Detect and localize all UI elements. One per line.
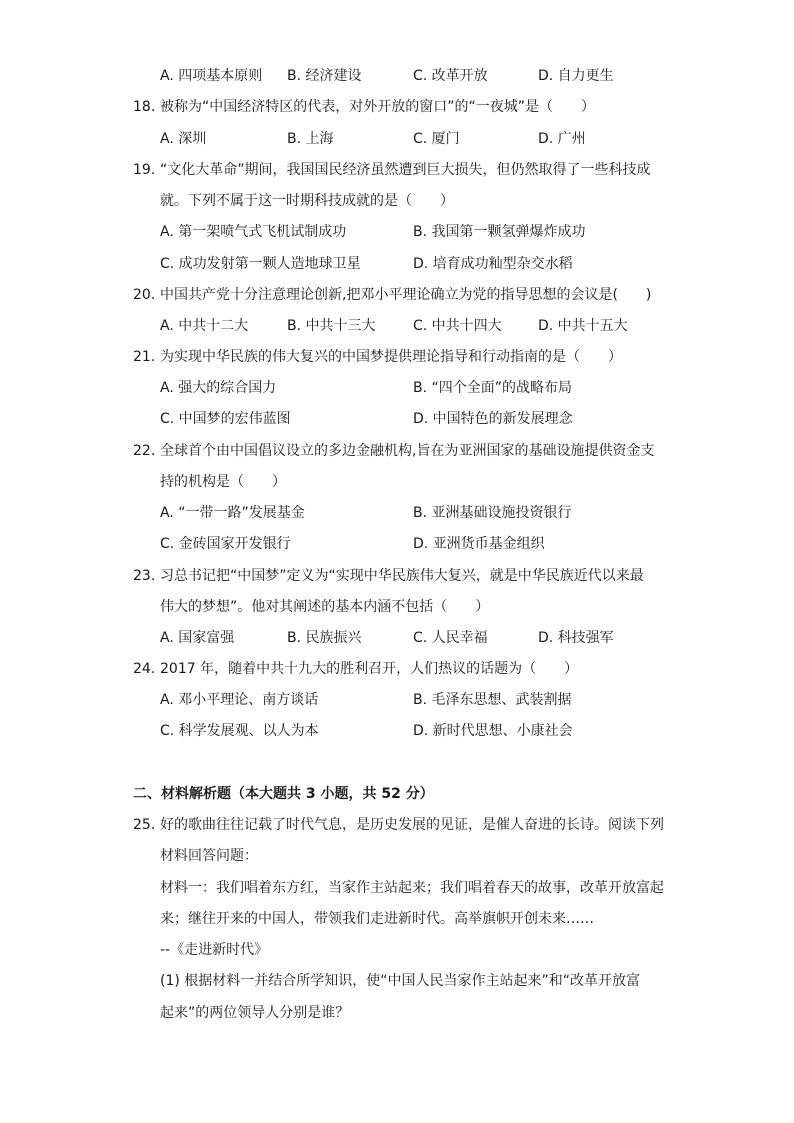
q17-option-c: C. 改革开放 (413, 68, 488, 84)
q22-text-line1: 全球首个由中国倡议设立的多边金融机构,旨在为亚洲国家的基础设施提供资金支 (160, 443, 655, 459)
q22-option-a: A. “一带一路”发展基金 (160, 505, 305, 521)
q25-text-line2: 材料回答问题： (160, 848, 258, 864)
q23-text-line1: 习总书记把“中国梦”定义为“实现中华民族伟大复兴，就是中华民族近代以来最 (160, 568, 644, 584)
q25-source: --《走进新时代》 (160, 942, 269, 958)
q21-option-d: D. 中国特色的新发展理念 (413, 411, 573, 427)
q24-option-a: A. 邓小平理论、南方谈话 (160, 692, 319, 708)
q24-option-b: B. 毛泽东思想、武装割据 (413, 692, 572, 708)
q18-number: 18. (133, 99, 156, 115)
q19-option-a: A. 第一架喷气式飞机试制成功 (160, 224, 347, 240)
q24-number: 24. (133, 661, 156, 677)
q23-option-d: D. 科技强军 (538, 630, 614, 646)
q19-option-c: C. 成功发射第一颗人造地球卫星 (160, 256, 361, 272)
q19-option-d: D. 培育成功籼型杂交水稻 (413, 256, 573, 272)
q21-number: 21. (133, 349, 156, 365)
q24-option-d: D. 新时代思想、小康社会 (413, 723, 573, 739)
q20-option-c: C. 中共十四大 (413, 318, 502, 334)
q17-option-d: D. 自力更生 (538, 68, 614, 84)
q18-option-a: A. 深圳 (160, 131, 207, 147)
q25-text-line1: 好的歌曲往往记载了时代气息，是历史发展的见证，是催人奋进的长诗。阅读下列 (160, 817, 664, 833)
q20-text: 中国共产党十分注意理论创新,把邓小平理论确立为党的指导思想的会议是( ) (160, 287, 652, 303)
q20-number: 20. (133, 287, 156, 303)
q19-text-line2: 就。下列不属于这一时期科技成就的是（ ） (160, 193, 454, 209)
q19-option-b: B. 我国第一颗氢弹爆炸成功 (413, 224, 586, 240)
q22-number: 22. (133, 443, 156, 459)
q25-material-line2: 来；继往开来的中国人，带领我们走进新时代。高举旗帜开创未来…… (160, 911, 594, 927)
section-heading: 二、材料解析题（本大题共 3 小题，共 52 分） (133, 786, 434, 802)
q23-number: 23. (133, 568, 156, 584)
q20-option-d: D. 中共十五大 (538, 318, 628, 334)
q22-option-c: C. 金砖国家开发银行 (160, 536, 291, 552)
q18-option-c: C. 厦门 (413, 131, 460, 147)
q18-text: 被称为“中国经济特区的代表，对外开放的窗口”的“一夜城”是（ ） (160, 99, 596, 115)
q19-text-line1: “文化大革命”期间，我国国民经济虽然遭到巨大损失，但仍然取得了一些科技成 (160, 162, 651, 178)
q23-option-c: C. 人民幸福 (413, 630, 488, 646)
q22-option-b: B. 亚洲基础设施投资银行 (413, 505, 572, 521)
q17-option-a: A. 四项基本原则 (160, 68, 263, 84)
q18-option-d: D. 广州 (538, 131, 586, 147)
q22-text-line2: 持的机构是（ ） (160, 474, 286, 490)
q23-option-a: A. 国家富强 (160, 630, 235, 646)
q19-number: 19. (133, 162, 156, 178)
q20-option-a: A. 中共十二大 (160, 318, 249, 334)
q25-number: 25. (133, 817, 156, 833)
q24-text: 2017 年，随着中共十九大的胜利召开，人们热议的话题为（ ） (160, 661, 579, 677)
q18-option-b: B. 上海 (287, 131, 334, 147)
q20-option-b: B. 中共十三大 (287, 318, 376, 334)
q25-material-line1: 材料一：我们唱着东方红，当家作主站起来；我们唱着春天的故事，改革开放富起 (160, 880, 664, 896)
q21-text: 为实现中华民族的伟大复兴的中国梦提供理论指导和行动指南的是（ ） (160, 349, 622, 365)
q21-option-b: B. “四个全面”的战略布局 (413, 380, 573, 396)
q21-option-a: A. 强大的综合国力 (160, 380, 277, 396)
q24-option-c: C. 科学发展观、以人为本 (160, 723, 319, 739)
q23-text-line2: 伟大的梦想”。他对其阐述的基本内涵不包括（ ） (160, 599, 490, 615)
q25-sub1-line1: (1) 根据材料一并结合所学知识，使“中国人民当家作主站起来”和“改革开放富 (160, 973, 641, 989)
q25-sub1-line2: 起来”的两位领导人分别是谁？ (160, 1005, 350, 1021)
q22-option-d: D. 亚洲货币基金组织 (413, 536, 545, 552)
q21-option-c: C. 中国梦的宏伟蓝图 (160, 411, 291, 427)
q17-option-b: B. 经济建设 (287, 68, 362, 84)
q23-option-b: B. 民族振兴 (287, 630, 362, 646)
